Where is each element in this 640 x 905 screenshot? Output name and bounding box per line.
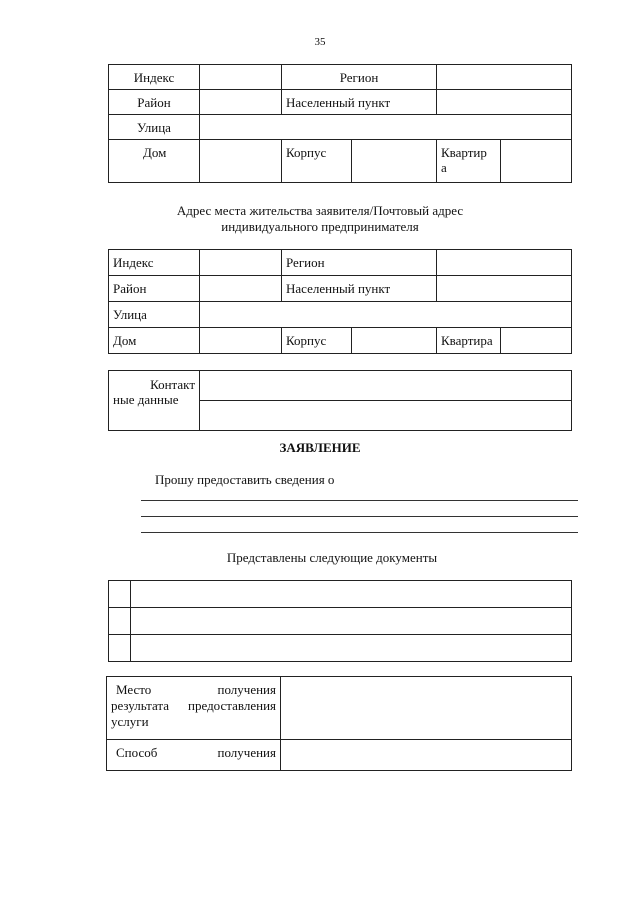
building-label: Корпус (282, 328, 352, 354)
receipt-method-label (107, 740, 281, 771)
house-label: Дом (109, 140, 200, 183)
house-label: Дом (109, 328, 200, 354)
region-label: Регион (282, 250, 437, 276)
receipt-place-line1 (111, 682, 276, 698)
street-field[interactable] (200, 302, 572, 328)
doc-field[interactable] (131, 581, 572, 608)
doc-number-cell (109, 635, 131, 662)
statement-title: ЗАЯВЛЕНИЕ (279, 440, 361, 455)
doc-field[interactable] (131, 635, 572, 662)
receipt-table (106, 676, 572, 771)
apartment-label-line1: Квартир (441, 145, 487, 160)
settlement-label: Населенный пункт (282, 276, 437, 302)
request-line-3[interactable] (141, 532, 578, 533)
building-field[interactable] (352, 140, 437, 183)
receipt-place-line3: услуги (111, 714, 149, 729)
documents-heading: Представлены следующие документы (226, 550, 438, 565)
contacts-label (109, 371, 200, 431)
receipt-place-label (107, 677, 281, 740)
apartment-field[interactable] (501, 140, 572, 183)
district-label: Район (109, 276, 200, 302)
doc-field[interactable] (131, 608, 572, 635)
address-table-1 (108, 64, 572, 183)
receipt-place-word2: получения (217, 682, 276, 697)
contacts-field-2[interactable] (200, 401, 572, 431)
region-label: Регион (282, 65, 437, 90)
contacts-label-line2: ные данные (113, 392, 179, 407)
region-field[interactable] (437, 65, 572, 90)
receipt-place-word1: Место (116, 682, 152, 697)
street-label: Улица (109, 115, 200, 140)
house-field[interactable] (200, 140, 282, 183)
request-line-1[interactable] (141, 500, 578, 501)
district-label: Район (109, 90, 200, 115)
doc-number-cell (109, 608, 131, 635)
receipt-method-word1: Способ (116, 745, 158, 760)
receipt-method-word2: получения (217, 745, 276, 760)
address-table-2 (108, 249, 572, 354)
district-field[interactable] (200, 276, 282, 302)
documents-table (108, 580, 572, 662)
contacts-table (108, 370, 572, 431)
house-field[interactable] (200, 328, 282, 354)
request-line-2[interactable] (141, 516, 578, 517)
street-field[interactable] (200, 115, 572, 140)
building-field[interactable] (352, 328, 437, 354)
receipt-method-field[interactable] (281, 740, 572, 771)
receipt-method-line (111, 745, 276, 760)
apartment-label (437, 140, 501, 183)
request-text: Прошу предоставить сведения о (155, 472, 335, 487)
receipt-place-line2: результата предоставления (111, 698, 276, 713)
building-label: Корпус (282, 140, 352, 183)
apartment-label-line2: а (441, 160, 447, 175)
index-field[interactable] (200, 65, 282, 90)
receipt-place-field[interactable] (281, 677, 572, 740)
settlement-field[interactable] (437, 90, 572, 115)
settlement-label: Населенный пункт (282, 90, 437, 115)
region-field[interactable] (437, 250, 572, 276)
contacts-field-1[interactable] (200, 371, 572, 401)
index-label: Индекс (109, 250, 200, 276)
index-field[interactable] (200, 250, 282, 276)
street-label: Улица (109, 302, 200, 328)
index-label: Индекс (109, 65, 200, 90)
district-field[interactable] (200, 90, 282, 115)
apartment-label: Квартира (437, 328, 501, 354)
address2-heading-line2: индивидуального предпринимателя (221, 219, 419, 234)
doc-number-cell (109, 581, 131, 608)
page-number: 35 (314, 36, 326, 48)
apartment-field[interactable] (501, 328, 572, 354)
address2-heading-line1: Адрес места жительства заявителя/Почтовый адрес (176, 203, 464, 218)
settlement-field[interactable] (437, 276, 572, 302)
contacts-label-line1: Контакт (150, 377, 195, 392)
